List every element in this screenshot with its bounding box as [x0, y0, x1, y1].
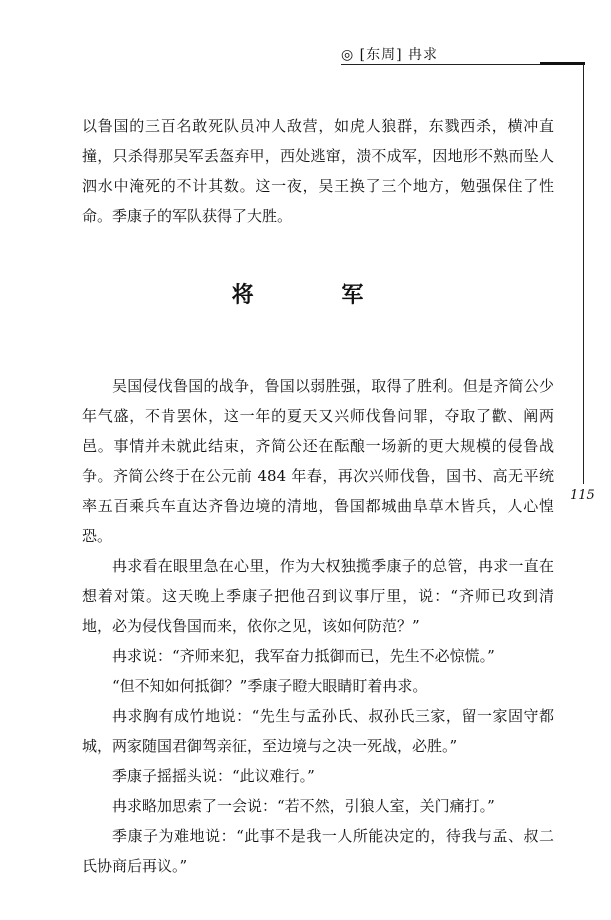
paragraph: 冉求说：“齐师来犯，我军奋力抵御而已，先生不必惊慌。”: [112, 647, 495, 665]
page-number: 115: [570, 488, 595, 503]
running-header: ◎ [东周] 冉求: [341, 47, 439, 63]
chapter-title: 将 军: [231, 282, 404, 308]
paragraph: 冉求胸有成竹地说：“先生与孟孙氏、叔孙氏三家，留一家固守都城，两家随国君御驾亲征，至边境与之决一死战，必胜。”: [82, 707, 554, 755]
paragraph: “但不知如何抵御？”季康子瞪大眼睛盯着冉求。: [112, 677, 428, 695]
paragraph: 冉求看在眼里急在心里，作为大权独揽季康子的总管，冉求一直在想着对策。这天晚上季康子把他召到议事厅里，说：“齐师已攻到清地，必为侵伐鲁国而来，依你之见，该如何防范？”: [82, 557, 554, 635]
paragraph: 季康子摇摇头说：“此议难行。”: [112, 767, 315, 785]
body-text-section-2: [82, 371, 554, 881]
paragraph: 吴国侵伐鲁国的战争，鲁国以弱胜强，取得了胜利。但是齐简公少年气盛，不肯罢休，这一年的夏天又兴师伐鲁问罪，夺取了歡、阐两邑。事情并未就此结束，齐简公还在酝酿一场新的更大规模的侵鲁战争。齐简公终于在公元前 484 年春，再次兴师伐鲁，国书、高无平统率五百乘兵车直达齐鲁边境的清地，鲁国都城曲阜草木皆兵，人心惶恐。: [82, 377, 554, 545]
body-text-section-1: [82, 111, 554, 231]
paragraph: 季康子为难地说：“此事不是我一人所能决定的，待我与孟、叔二氏协商后再议。”: [82, 827, 554, 875]
page-edge-rule: [583, 64, 584, 484]
header-rule: [341, 64, 549, 65]
header-rule-accent: [540, 62, 585, 65]
paragraph: 以鲁国的三百名敢死队员冲人敌营，如虎人狼群，东戮西杀，横冲直撞，只杀得那吴军丢盔弃甲，西处逃窜，溃不成军，因地形不熟而坠人泗水中淹死的不计其数。这一夜，吴王换了三个地方，勉强保住了性命。季康子的军队获得了大胜。: [82, 117, 554, 225]
paragraph: 冉求略加思索了一会说：“若不然，引狼人室，关门痛打。”: [112, 797, 495, 815]
